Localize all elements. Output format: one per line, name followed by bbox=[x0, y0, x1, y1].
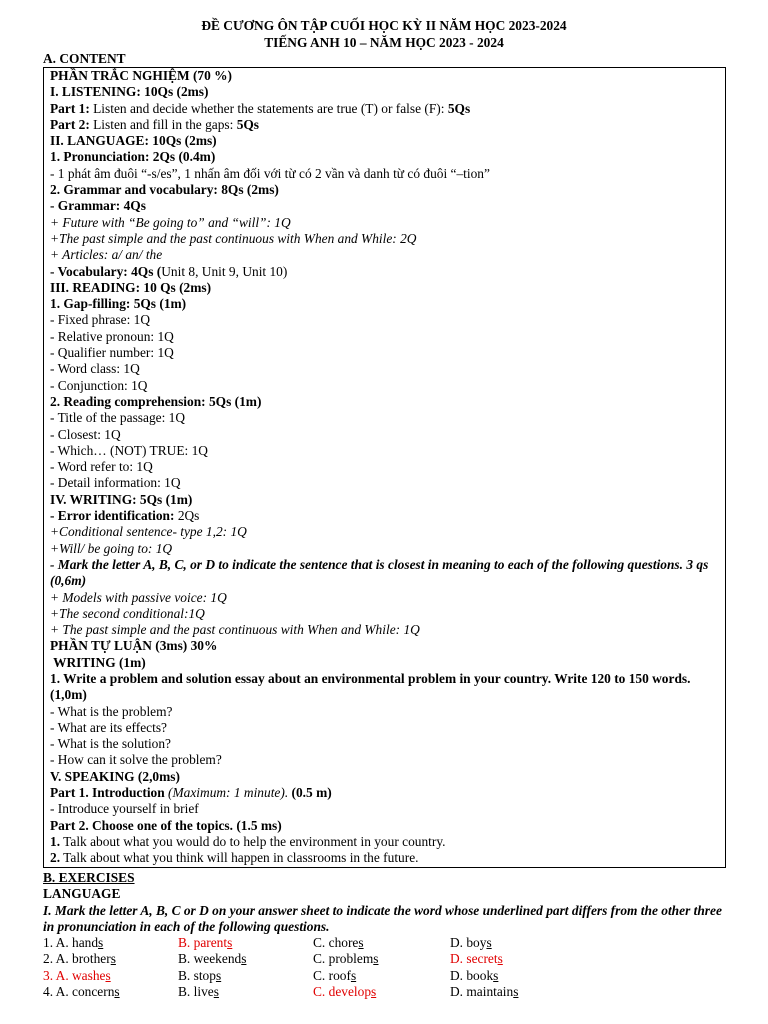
pronunciation-heading: 1. Pronunciation: 2Qs (0.4m) bbox=[50, 149, 216, 165]
list-item: - Word refer to: 1Q bbox=[50, 459, 153, 475]
list-item: - Fixed phrase: 1Q bbox=[50, 312, 151, 328]
underlined-ending: s bbox=[358, 935, 364, 950]
topic-item: 2. Talk about what you think will happen in classrooms in the future. bbox=[50, 850, 419, 866]
document-title: ĐỀ CƯƠNG ÔN TẬP CUỐI HỌC KỲ II NĂM HỌC 2023-2024 bbox=[201, 18, 567, 33]
option-b: B. lives bbox=[178, 984, 219, 1000]
writing-item: + The past simple and the past continuous with When and While: 1Q bbox=[50, 622, 420, 638]
exercises-section bbox=[43, 870, 727, 936]
underlined-ending: s bbox=[98, 935, 104, 950]
essay-task: 1. Write a problem and solution essay about an environmental problem in your country. Write 120 to 150 words. (1,0m) bbox=[50, 670, 691, 703]
option-a: 2. A. brothers bbox=[43, 951, 116, 967]
list-item: - Relative pronoun: 1Q bbox=[50, 328, 174, 344]
option-c: C. develops bbox=[313, 984, 377, 1000]
listening-part2: Part 2: Listen and fill in the gaps: 5Qs bbox=[50, 116, 260, 132]
writing-item: +Will/ be going to: 1Q bbox=[50, 540, 173, 556]
grammar-heading: - Grammar: 4Qs bbox=[50, 198, 146, 214]
underlined-ending: s bbox=[493, 967, 499, 983]
underlined-ending: s bbox=[213, 984, 219, 1000]
list-item: - Which… (NOT) TRUE: 1Q bbox=[50, 442, 208, 458]
option-c: C. problems bbox=[313, 951, 379, 967]
list-item: - Conjunction: 1Q bbox=[50, 377, 148, 393]
list-item: - How can it solve the problem? bbox=[50, 752, 222, 768]
list-item: - Detail information: 1Q bbox=[50, 475, 181, 491]
underlined-ending: s bbox=[373, 951, 379, 967]
section-a-heading: A. CONTENT bbox=[43, 51, 126, 66]
essay-section-heading: PHẦN TỰ LUẬN (3ms) 30% bbox=[50, 638, 218, 654]
question-row bbox=[43, 968, 727, 984]
grammar-vocab-heading: 2. Grammar and vocabulary: 8Qs (2ms) bbox=[50, 182, 279, 198]
writing-heading: IV. WRITING: 5Qs (1m) bbox=[50, 491, 193, 507]
underlined-ending: s bbox=[114, 984, 120, 1000]
question-row bbox=[43, 951, 727, 967]
question-row bbox=[43, 935, 727, 951]
multiple-choice-heading: PHẦN TRẮC NGHIỆM (70 %) bbox=[50, 68, 233, 83]
list-item: - Title of the passage: 1Q bbox=[50, 410, 186, 426]
writing-item: + Models with passive voice: 1Q bbox=[50, 589, 227, 605]
grammar-item: + Articles: a/ an/ the bbox=[50, 247, 163, 263]
option-c: C. roofs bbox=[313, 967, 357, 983]
reading-comprehension-heading: 2. Reading comprehension: 5Qs (1m) bbox=[50, 393, 262, 409]
list-item: - Introduce yourself in brief bbox=[50, 801, 199, 817]
underlined-ending: s bbox=[227, 935, 233, 950]
list-item: - Closest: 1Q bbox=[50, 426, 121, 442]
option-b: B. parents bbox=[178, 935, 233, 950]
list-item: - Word class: 1Q bbox=[50, 361, 140, 377]
speaking-part1: Part 1. Introduction (Maximum: 1 minute). (0.5 m) bbox=[50, 785, 332, 801]
list-item: - What are its effects? bbox=[50, 719, 167, 735]
speaking-heading: V. SPEAKING (2,0ms) bbox=[50, 768, 180, 784]
underlined-ending: s bbox=[105, 967, 111, 983]
option-d: D. secrets bbox=[450, 951, 503, 967]
underlined-ending: s bbox=[110, 951, 116, 967]
pronunciation-detail: - 1 phát âm đuôi “-s/es”, 1 nhấn âm đối với từ có 2 vần và danh từ có đuôi “–tion” bbox=[50, 165, 490, 181]
topic-item: 1. Talk about what you would do to help the environment in your country. bbox=[50, 833, 446, 849]
option-d: D. books bbox=[450, 967, 499, 983]
reading-heading: III. READING: 10 Qs (2ms) bbox=[50, 279, 212, 295]
option-d: D. boys bbox=[450, 935, 492, 950]
exercises-heading: B. EXERCISES bbox=[43, 870, 135, 885]
question-list bbox=[43, 935, 727, 1001]
grammar-item: + Future with “Be going to” and “will”: 1Q bbox=[50, 214, 291, 230]
option-d: D. maintains bbox=[450, 984, 519, 1000]
closest-meaning-instruction: - Mark the letter A, B, C, or D to indicate the sentence that is closest in meaning to each of the following questions. 3 qs (0,6m) bbox=[50, 556, 709, 589]
error-identification: - Error identification: 2Qs bbox=[50, 508, 200, 524]
exercises-subheading: LANGUAGE bbox=[43, 886, 121, 902]
grammar-item: +The past simple and the past continuous with When and While: 2Q bbox=[50, 230, 417, 246]
gap-filling-heading: 1. Gap-filling: 5Qs (1m) bbox=[50, 296, 187, 312]
language-heading: II. LANGUAGE: 10Qs (2ms) bbox=[50, 133, 217, 149]
underlined-ending: s bbox=[486, 935, 492, 950]
writing-item: +The second conditional:1Q bbox=[50, 605, 205, 621]
underlined-ending: s bbox=[497, 951, 503, 967]
content-body bbox=[50, 68, 722, 867]
listening-heading: I. LISTENING: 10Qs (2ms) bbox=[50, 84, 209, 100]
document-subtitle: TIẾNG ANH 10 – NĂM HỌC 2023 - 2024 bbox=[264, 35, 504, 50]
list-item: - What is the problem? bbox=[50, 703, 173, 719]
exercise-instruction: I. Mark the letter A, B, C or D on your answer sheet to indicate the word whose underlined part differs from the other three in pronunciation in each of the following questions. bbox=[43, 902, 722, 935]
option-a: 3. A. washes bbox=[43, 967, 111, 983]
list-item: - What is the solution? bbox=[50, 736, 171, 752]
list-item: - Qualifier number: 1Q bbox=[50, 345, 174, 361]
option-c: C. chores bbox=[313, 935, 364, 950]
question-row bbox=[43, 984, 727, 1000]
option-a: 1. A. hands bbox=[43, 935, 104, 950]
essay-writing-heading: WRITING (1m) bbox=[50, 654, 146, 670]
vocabulary-heading: - Vocabulary: 4Qs (Unit 8, Unit 9, Unit 10) bbox=[50, 263, 288, 279]
speaking-part2: Part 2. Choose one of the topics. (1.5 ms) bbox=[50, 817, 282, 833]
option-b: B. weekends bbox=[178, 951, 247, 967]
underlined-ending: s bbox=[371, 984, 377, 1000]
writing-item: +Conditional sentence- type 1,2: 1Q bbox=[50, 524, 247, 540]
listening-part1: Part 1: Listen and decide whether the statements are true (T) or false (F): 5Qs bbox=[50, 100, 471, 116]
underlined-ending: s bbox=[215, 967, 222, 983]
option-b: B. stops bbox=[178, 967, 222, 983]
underlined-ending: s bbox=[513, 984, 519, 1000]
option-a: 4. A. concerns bbox=[43, 984, 120, 1000]
underlined-ending: s bbox=[241, 951, 247, 967]
underlined-ending: s bbox=[350, 967, 357, 983]
